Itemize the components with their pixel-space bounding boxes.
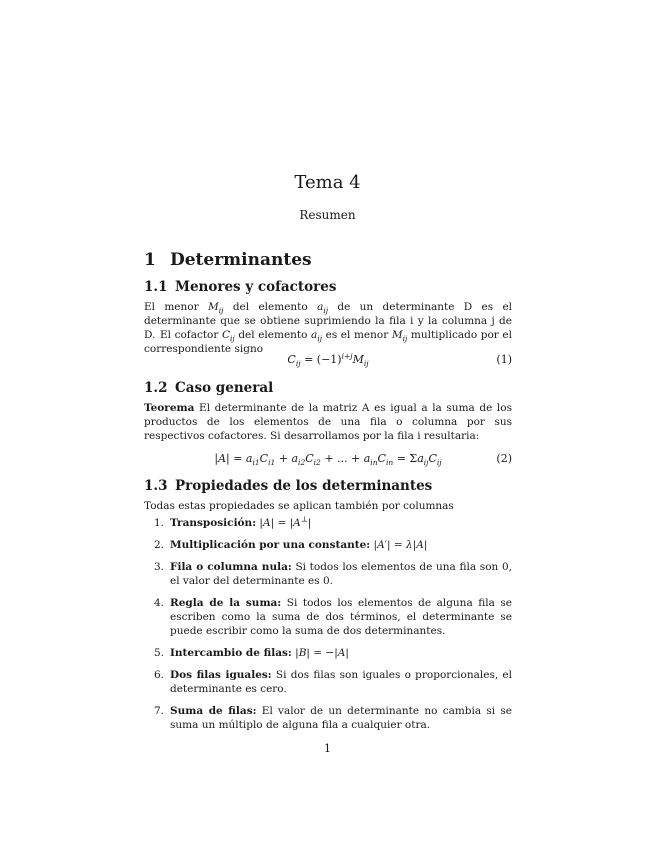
section-number: 1 bbox=[144, 250, 156, 270]
subsection-number: 1.2 bbox=[144, 380, 168, 396]
subsection-heading-1-1 bbox=[144, 279, 336, 295]
subsection-heading-1-2 bbox=[144, 380, 273, 396]
item-label: Suma de filas: bbox=[170, 705, 257, 717]
equation-body: $C_{ij} = (-1)^{i+j}M_{ij}$ bbox=[287, 351, 369, 369]
equation-1 bbox=[144, 353, 512, 367]
document-title: Tema 4 bbox=[294, 172, 361, 193]
list-item: 4. Regla de la suma: Si todos los elementos de alguna fila se escriben como la suma de dos términos, el determinante se puede escribir como la suma de dos determinantes. bbox=[154, 597, 512, 637]
list-item: 1. Transposición: |A| = |A⊥| bbox=[154, 514, 312, 529]
item-label: Fila o columna nula: bbox=[170, 561, 292, 573]
math-swap: |B| = −|A| bbox=[295, 647, 349, 659]
item-label: Regla de la suma: bbox=[170, 597, 282, 609]
math-Mij: $M_{ij}$ bbox=[207, 301, 224, 316]
paragraph-menor: El menor $M_{ij}$ del elemento $a_{ij}$ de un determinante D es el determinante que se obtiene suprimiendo la fila i y la columna j de D. bbox=[144, 301, 513, 341]
page-number: 1 bbox=[324, 742, 331, 755]
properties-list bbox=[144, 516, 512, 740]
equation-number: (2) bbox=[496, 452, 512, 465]
equation-2 bbox=[144, 452, 512, 466]
math-aij: $a_{ij}$ bbox=[311, 329, 323, 344]
math-transposition: |A| = |A⊥| bbox=[259, 514, 312, 529]
list-item: 6. Dos filas iguales: Si dos filas son iguales o proporcionales, el determinante es cero. bbox=[154, 669, 512, 695]
section-title: Determinantes bbox=[170, 250, 312, 270]
paragraph-cofactor: El cofactor $C_{ij}$ del elemento $a_{ij}$ es el menor $M_{ij}$ multiplicado por el correspondiente signo bbox=[144, 329, 512, 355]
math-scalar: |A′| = λ|A| bbox=[373, 539, 428, 551]
item-label: Multiplicación por una constante: bbox=[170, 539, 371, 551]
subsection-number: 1.3 bbox=[144, 478, 168, 494]
section-heading bbox=[144, 250, 312, 270]
item-label: Intercambio de filas: bbox=[170, 647, 292, 659]
math-aij: $a_{ij}$ bbox=[317, 301, 329, 316]
subsection-title: Caso general bbox=[175, 380, 274, 396]
list-item: 3. Fila o columna nula: Si todos los elementos de una fila son 0, el valor del determinante es 0. bbox=[154, 561, 512, 587]
equation-number: (1) bbox=[496, 353, 512, 366]
paragraph-intro: Todas estas propiedades se aplican también por columnas bbox=[144, 500, 454, 512]
subsection-title: Propiedades de los determinantes bbox=[175, 478, 433, 494]
document-subtitle: Resumen bbox=[299, 208, 356, 222]
subsection-number: 1.1 bbox=[144, 279, 168, 295]
subsection-title: Menores y cofactores bbox=[175, 279, 337, 295]
subsection-heading-1-3 bbox=[144, 478, 432, 494]
list-item: 5. Intercambio de filas: |B| = −|A| bbox=[154, 647, 349, 659]
paragraph-theorem: Teorema El determinante de la matriz A es igual a la suma de los productos de los elementos de una fila o columna por sus respectivos cofactores. Si desarrollamos por la fila i resultaria: bbox=[144, 402, 512, 442]
item-label: Transposición: bbox=[170, 517, 257, 529]
item-label: Dos filas iguales: bbox=[170, 669, 272, 681]
list-item: 2. Multiplicación por una constante: |A′| = λ|A| bbox=[154, 539, 428, 551]
list-item: 7. Suma de filas: El valor de un determinante no cambia si se suma un múltiplo de alguna fila a cualquier otra. bbox=[154, 705, 512, 731]
theorem-label: Teorema bbox=[144, 402, 195, 414]
equation-body: $|A| = a_{i1}C_{i1} + a_{i2}C_{i2}$ + ... + $a_{in}C_{in} = \Sigma a_{ij}C_{ij}$ bbox=[214, 452, 442, 468]
math-Mij: $M_{ij}$ bbox=[391, 329, 408, 344]
math-Cij: $C_{ij}$ bbox=[221, 329, 235, 344]
